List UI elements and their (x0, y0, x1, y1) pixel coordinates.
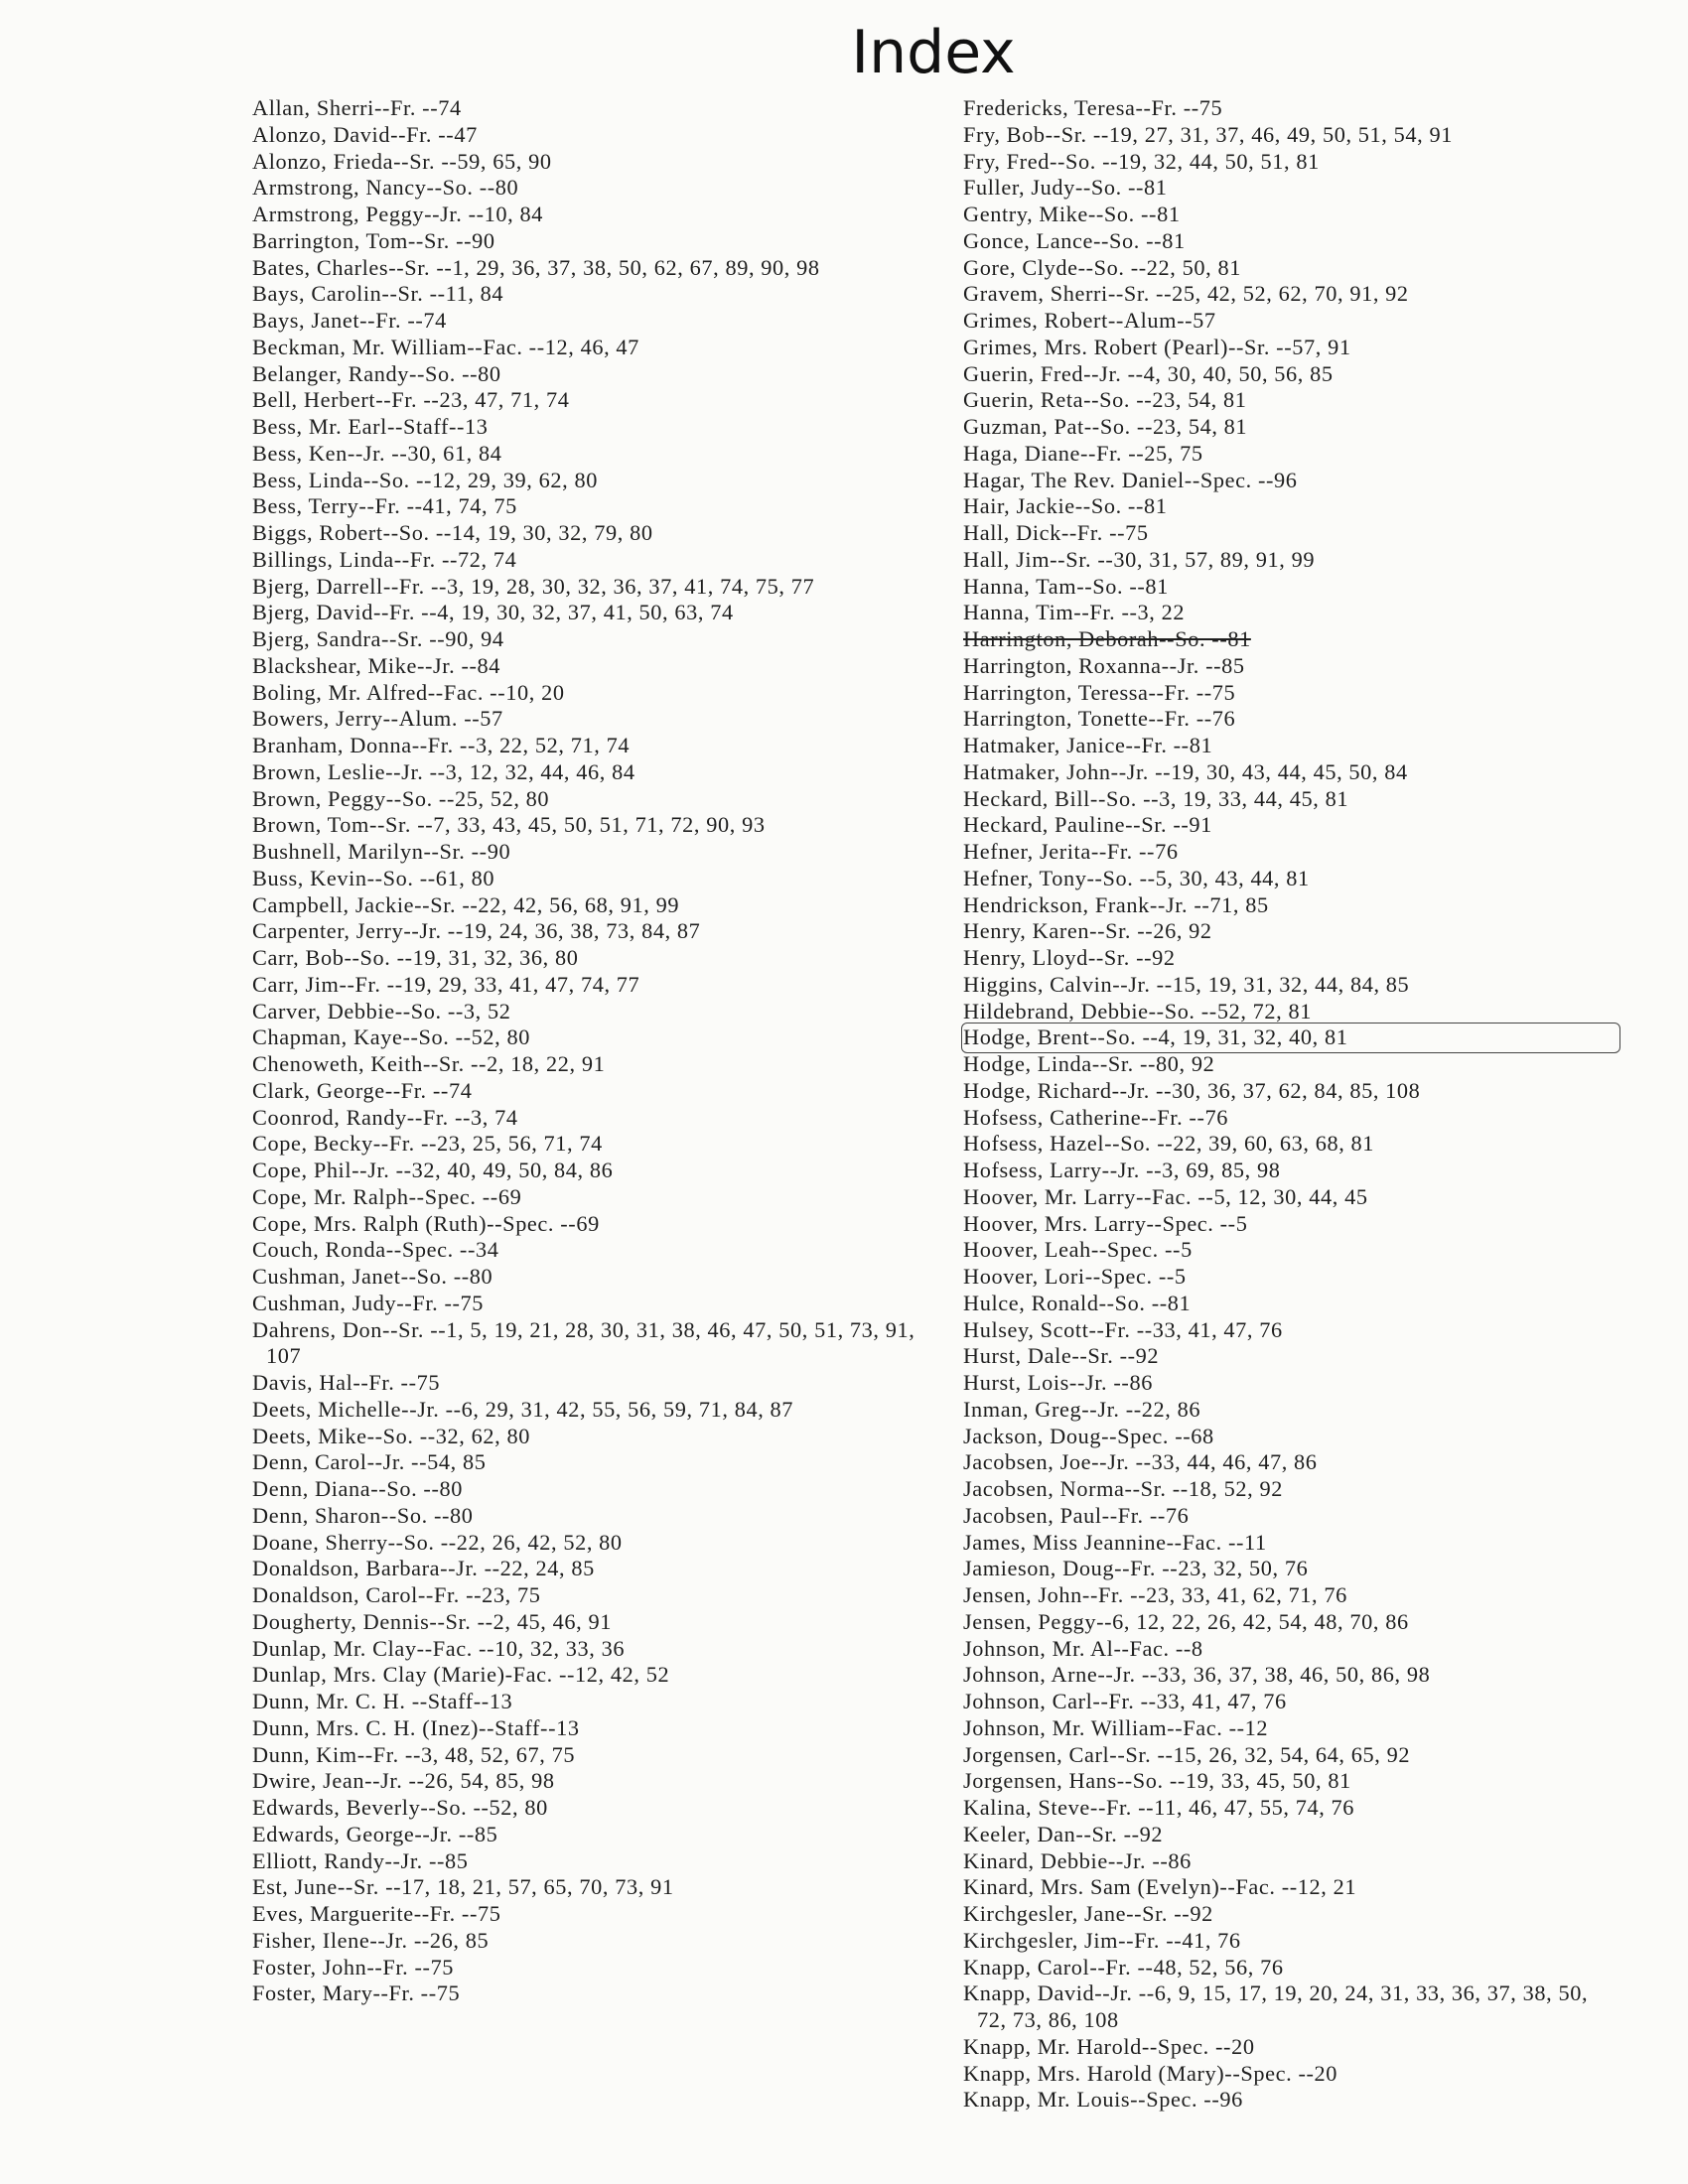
index-entry: Cushman, Judy--Fr. --75 (252, 1290, 485, 1315)
index-entry: Carver, Debbie--So. --3, 52 (252, 998, 511, 1024)
index-entry: Denn, Diana--So. --80 (252, 1476, 463, 1501)
index-entry: Doane, Sherry--So. --22, 26, 42, 52, 80 (252, 1529, 623, 1555)
index-entry: Hofsess, Catherine--Fr. --76 (963, 1104, 1228, 1130)
index-entry: Bess, Linda--So. --12, 29, 39, 62, 80 (252, 467, 598, 492)
index-entry: Hendrickson, Frank--Jr. --71, 85 (963, 891, 1269, 917)
index-entry: Armstrong, Nancy--So. --80 (252, 175, 519, 201)
index-entry: Guerin, Reta--So. --23, 54, 81 (963, 387, 1247, 413)
index-entry: Guerin, Fred--Jr. --4, 30, 40, 50, 56, 85 (963, 360, 1334, 386)
index-entry: Bays, Carolin--Sr. --11, 84 (252, 281, 504, 307)
index-entry: Johnson, Mr. William--Fac. --12 (963, 1714, 1269, 1740)
index-entry: Denn, Sharon--So. --80 (252, 1502, 474, 1528)
index-entry: Deets, Mike--So. --32, 62, 80 (252, 1423, 530, 1448)
index-entry: Gravem, Sherri--Sr. --25, 42, 52, 62, 70, 91, 92 (963, 281, 1409, 307)
index-entry: Heckard, Bill--So. --3, 19, 33, 44, 45, 81 (963, 785, 1349, 811)
index-entry: Dwire, Jean--Jr. --26, 54, 85, 98 (252, 1768, 555, 1794)
index-entry: Harrington, Teressa--Fr. --75 (963, 679, 1236, 705)
index-entry: Alonzo, Frieda--Sr. --59, 65, 90 (252, 148, 552, 174)
index-entry: Bowers, Jerry--Alum. --57 (252, 706, 503, 732)
index-entry: Edwards, George--Jr. --85 (252, 1821, 498, 1846)
index-entry: Knapp, Mrs. Harold (Mary)--Spec. --20 (963, 2060, 1337, 2086)
index-entry: Cope, Mr. Ralph--Spec. --69 (252, 1183, 522, 1209)
index-entry: Branham, Donna--Fr. --3, 22, 52, 71, 74 (252, 733, 631, 757)
index-entry: Buss, Kevin--So. --61, 80 (252, 865, 495, 890)
index-entry: Hildebrand, Debbie--So. --52, 72, 81 (963, 998, 1313, 1024)
index-entry: Armstrong, Peggy--Jr. --10, 84 (252, 202, 543, 226)
index-entry: Jorgensen, Hans--So. --19, 33, 45, 50, 81 (963, 1768, 1351, 1794)
index-entry: Bess, Terry--Fr. --41, 74, 75 (252, 493, 517, 519)
index-entry: Elliott, Randy--Jr. --85 (252, 1847, 469, 1873)
index-entry: Hofsess, Hazel--So. --22, 39, 60, 63, 68, 81 (963, 1131, 1375, 1157)
index-entry: Harrington, Roxanna--Jr. --85 (963, 652, 1245, 678)
index-entry: Hall, Jim--Sr. --30, 31, 57, 89, 91, 99 (963, 546, 1316, 572)
index-entry: Carr, Jim--Fr. --19, 29, 33, 41, 47, 74, 77 (252, 971, 640, 997)
index-entry: Hanna, Tim--Fr. --3, 22 (963, 600, 1186, 625)
index-entry: Kirchgesler, Jane--Sr. --92 (963, 1901, 1213, 1926)
index-entry: Bays, Janet--Fr. --74 (252, 308, 447, 333)
index-entry: Cope, Becky--Fr. --23, 25, 56, 71, 74 (252, 1131, 603, 1157)
index-entry: Higgins, Calvin--Jr. --15, 19, 31, 32, 44, 84, 85 (963, 971, 1410, 997)
index-entry: Bess, Ken--Jr. --30, 61, 84 (252, 440, 502, 466)
index-entry: Chapman, Kaye--So. --52, 80 (252, 1024, 530, 1050)
index-entry: Jacobsen, Norma--Sr. --18, 52, 92 (963, 1476, 1283, 1501)
page-title: Index (851, 18, 1016, 87)
index-column-left (252, 95, 947, 2007)
index-entry: Barrington, Tom--Sr. --90 (252, 227, 495, 253)
index-entry: Belanger, Randy--So. --80 (252, 360, 501, 386)
index-entry: Knapp, Mr. Louis--Spec. --96 (963, 2087, 1243, 2113)
index-entry: Grimes, Mrs. Robert (Pearl)--Sr. --57, 91 (963, 334, 1351, 359)
index-entry: Hurst, Dale--Sr. --92 (963, 1343, 1160, 1369)
index-entry: Foster, John--Fr. --75 (252, 1954, 455, 1979)
index-entry: Couch, Ronda--Spec. --34 (252, 1237, 499, 1263)
index-entry: Hanna, Tam--So. --81 (963, 573, 1169, 599)
index-entry: Knapp, David--Jr. --6, 9, 15, 17, 19, 20, 24, 31, 33, 36, 37, 38, 50, 72, 73, 86, 108 (963, 1980, 1589, 2032)
index-entry: Fry, Bob--Sr. --19, 27, 31, 37, 46, 49, 50, 51, 54, 91 (963, 121, 1453, 147)
index-entry: Bates, Charles--Sr. --1, 29, 36, 37, 38, 50, 62, 67, 89, 90, 98 (252, 254, 820, 280)
index-entry: Dunlap, Mr. Clay--Fac. --10, 32, 33, 36 (252, 1635, 626, 1661)
index-entry: Knapp, Carol--Fr. --48, 52, 56, 76 (963, 1954, 1284, 1979)
index-entry: Coonrod, Randy--Fr. --3, 74 (252, 1104, 518, 1130)
index-entry: Hoover, Mr. Larry--Fac. --5, 12, 30, 44, 45 (963, 1183, 1368, 1209)
index-entry: Kinard, Debbie--Jr. --86 (963, 1847, 1192, 1873)
index-entry: Blackshear, Mike--Jr. --84 (252, 652, 500, 678)
index-entry: Gonce, Lance--So. --81 (963, 227, 1186, 253)
index-entry: Fry, Fred--So. --19, 32, 44, 50, 51, 81 (963, 148, 1320, 174)
index-entry: Cushman, Janet--So. --80 (252, 1264, 493, 1289)
index-entry: Cope, Mrs. Ralph (Ruth)--Spec. --69 (252, 1210, 600, 1236)
index-entry: Hurst, Lois--Jr. --86 (963, 1370, 1153, 1395)
index-entry: Carr, Bob--So. --19, 31, 32, 36, 80 (252, 945, 579, 970)
index-entry: Johnson, Carl--Fr. --33, 41, 47, 76 (963, 1689, 1287, 1713)
index-entry: Edwards, Beverly--So. --52, 80 (252, 1795, 548, 1820)
index-entry: Gore, Clyde--So. --22, 50, 81 (963, 254, 1241, 280)
index-entry: Eves, Marguerite--Fr. --75 (252, 1901, 501, 1926)
index-entry: Knapp, Mr. Harold--Spec. --20 (963, 2033, 1255, 2059)
index-entry: Biggs, Robert--So. --14, 19, 30, 32, 79, 80 (252, 520, 653, 545)
index-entry: Dougherty, Dennis--Sr. --2, 45, 46, 91 (252, 1608, 612, 1634)
index-entry: Brown, Tom--Sr. --7, 33, 43, 45, 50, 51, 71, 72, 90, 93 (252, 812, 766, 838)
index-entry: Hoover, Mrs. Larry--Spec. --5 (963, 1210, 1248, 1236)
index-entry: Dunlap, Mrs. Clay (Marie)-Fac. --12, 42, 52 (252, 1662, 670, 1688)
index-entry: Denn, Carol--Jr. --54, 85 (252, 1449, 487, 1475)
index-entry: Jacobsen, Paul--Fr. --76 (963, 1502, 1190, 1528)
index-entry: Hefner, Tony--So. --5, 30, 43, 44, 81 (963, 865, 1310, 890)
index-entry: Jensen, John--Fr. --23, 33, 41, 62, 71, 76 (963, 1582, 1347, 1607)
index-entry: Bjerg, Sandra--Sr. --90, 94 (252, 626, 504, 651)
index-entry: Bess, Mr. Earl--Staff--13 (252, 414, 489, 439)
index-entry: Deets, Michelle--Jr. --6, 29, 31, 42, 55, 56, 59, 71, 84, 87 (252, 1396, 794, 1422)
index-entry: Cope, Phil--Jr. --32, 40, 49, 50, 84, 86 (252, 1158, 614, 1182)
index-entry: Hodge, Richard--Jr. --30, 36, 37, 62, 84, 85, 108 (963, 1077, 1421, 1103)
index-entry: Dunn, Mr. C. H. --Staff--13 (252, 1689, 513, 1713)
index-entry: Hodge, Brent--So. --4, 19, 31, 32, 40, 81 (963, 1024, 1618, 1051)
index-entry: Hefner, Jerita--Fr. --76 (963, 839, 1179, 864)
index-entry: Bushnell, Marilyn--Sr. --90 (252, 839, 511, 864)
index-entry: Henry, Lloyd--Sr. --92 (963, 945, 1176, 970)
index-entry: Davis, Hal--Fr. --75 (252, 1370, 441, 1395)
index-entry: Hatmaker, Janice--Fr. --81 (963, 733, 1213, 757)
index-entry: Hatmaker, John--Jr. --19, 30, 43, 44, 45, 50, 84 (963, 758, 1408, 784)
index-entry: Kinard, Mrs. Sam (Evelyn)--Fac. --12, 21 (963, 1874, 1357, 1900)
index-entry: Dahrens, Don--Sr. --1, 5, 19, 21, 28, 30, 31, 38, 46, 47, 50, 51, 73, 91, 107 (252, 1316, 915, 1369)
index-entry: Billings, Linda--Fr. --72, 74 (252, 546, 517, 572)
index-entry: Hoover, Lori--Spec. --5 (963, 1264, 1187, 1289)
index-entry: Guzman, Pat--So. --23, 54, 81 (963, 414, 1248, 439)
index-entry: Jackson, Doug--Spec. --68 (963, 1423, 1214, 1448)
index-entry: Jamieson, Doug--Fr. --23, 32, 50, 76 (963, 1556, 1309, 1581)
index-entry: Bjerg, David--Fr. --4, 19, 30, 32, 37, 41, 50, 63, 74 (252, 600, 734, 625)
index-entry: Hulsey, Scott--Fr. --33, 41, 47, 76 (963, 1316, 1283, 1342)
index-entry: Fredericks, Teresa--Fr. --75 (963, 95, 1223, 120)
index-entry: Harrington, Deborah--So. --81 (963, 626, 1251, 651)
index-entry: Brown, Leslie--Jr. --3, 12, 32, 44, 46, 84 (252, 758, 635, 784)
index-entry: Bjerg, Darrell--Fr. --3, 19, 28, 30, 32, 36, 37, 41, 74, 75, 77 (252, 573, 815, 599)
index-entry: Henry, Karen--Sr. --26, 92 (963, 918, 1212, 944)
index-entry: Alonzo, David--Fr. --47 (252, 121, 478, 147)
index-entry: Jensen, Peggy--6, 12, 22, 26, 42, 54, 48, 70, 86 (963, 1608, 1409, 1634)
index-entry: Allan, Sherri--Fr. --74 (252, 95, 462, 120)
index-entry: Boling, Mr. Alfred--Fac. --10, 20 (252, 679, 565, 705)
index-column-right (963, 95, 1618, 2114)
index-entry: Donaldson, Carol--Fr. --23, 75 (252, 1582, 541, 1607)
index-entry: Clark, George--Fr. --74 (252, 1077, 473, 1103)
index-entry: Hair, Jackie--So. --81 (963, 493, 1168, 519)
index-entry: Keeler, Dan--Sr. --92 (963, 1821, 1164, 1846)
index-entry: Jacobsen, Joe--Jr. --33, 44, 46, 47, 86 (963, 1449, 1318, 1475)
index-entry: Hodge, Linda--Sr. --80, 92 (963, 1051, 1215, 1076)
index-entry: Brown, Peggy--So. --25, 52, 80 (252, 785, 550, 811)
index-entry: Hall, Dick--Fr. --75 (963, 520, 1149, 545)
index-entry: Bell, Herbert--Fr. --23, 47, 71, 74 (252, 387, 570, 413)
index-entry: Jorgensen, Carl--Sr. --15, 26, 32, 54, 64, 65, 92 (963, 1741, 1411, 1767)
index-entry: Fisher, Ilene--Jr. --26, 85 (252, 1927, 490, 1953)
index-entry: Johnson, Mr. Al--Fac. --8 (963, 1635, 1203, 1661)
index-entry: Hoover, Leah--Spec. --5 (963, 1237, 1193, 1263)
index-entry: Hagar, The Rev. Daniel--Spec. --96 (963, 467, 1298, 492)
index-entry: Harrington, Tonette--Fr. --76 (963, 706, 1236, 732)
index-entry: Grimes, Robert--Alum--57 (963, 308, 1216, 333)
index-entry: Haga, Diane--Fr. --25, 75 (963, 440, 1203, 466)
index-entry: Dunn, Mrs. C. H. (Inez)--Staff--13 (252, 1714, 580, 1740)
index-entry: Fuller, Judy--So. --81 (963, 175, 1168, 201)
index-entry: Foster, Mary--Fr. --75 (252, 1980, 461, 2006)
index-entry: Gentry, Mike--So. --81 (963, 202, 1181, 226)
index-entry: Heckard, Pauline--Sr. --91 (963, 812, 1212, 838)
index-entry: Dunn, Kim--Fr. --3, 48, 52, 67, 75 (252, 1741, 576, 1767)
index-entry: Johnson, Arne--Jr. --33, 36, 37, 38, 46, 50, 86, 98 (963, 1662, 1431, 1688)
index-entry: Donaldson, Barbara--Jr. --22, 24, 85 (252, 1556, 595, 1581)
index-entry: Inman, Greg--Jr. --22, 86 (963, 1396, 1201, 1422)
index-entry: Carpenter, Jerry--Jr. --19, 24, 36, 38, 73, 84, 87 (252, 918, 701, 944)
index-entry: Chenoweth, Keith--Sr. --2, 18, 22, 91 (252, 1051, 606, 1076)
index-entry: Kirchgesler, Jim--Fr. --41, 76 (963, 1927, 1241, 1953)
index-entry: Kalina, Steve--Fr. --11, 46, 47, 55, 74, 76 (963, 1795, 1355, 1820)
index-entry: Beckman, Mr. William--Fac. --12, 46, 47 (252, 334, 639, 359)
index-entry: Campbell, Jackie--Sr. --22, 42, 56, 68, 91, 99 (252, 891, 680, 917)
index-entry: James, Miss Jeannine--Fac. --11 (963, 1529, 1267, 1555)
index-entry: Hulce, Ronald--So. --81 (963, 1290, 1192, 1315)
index-entry: Hofsess, Larry--Jr. --3, 69, 85, 98 (963, 1158, 1281, 1182)
index-entry: Est, June--Sr. --17, 18, 21, 57, 65, 70, 73, 91 (252, 1874, 674, 1900)
